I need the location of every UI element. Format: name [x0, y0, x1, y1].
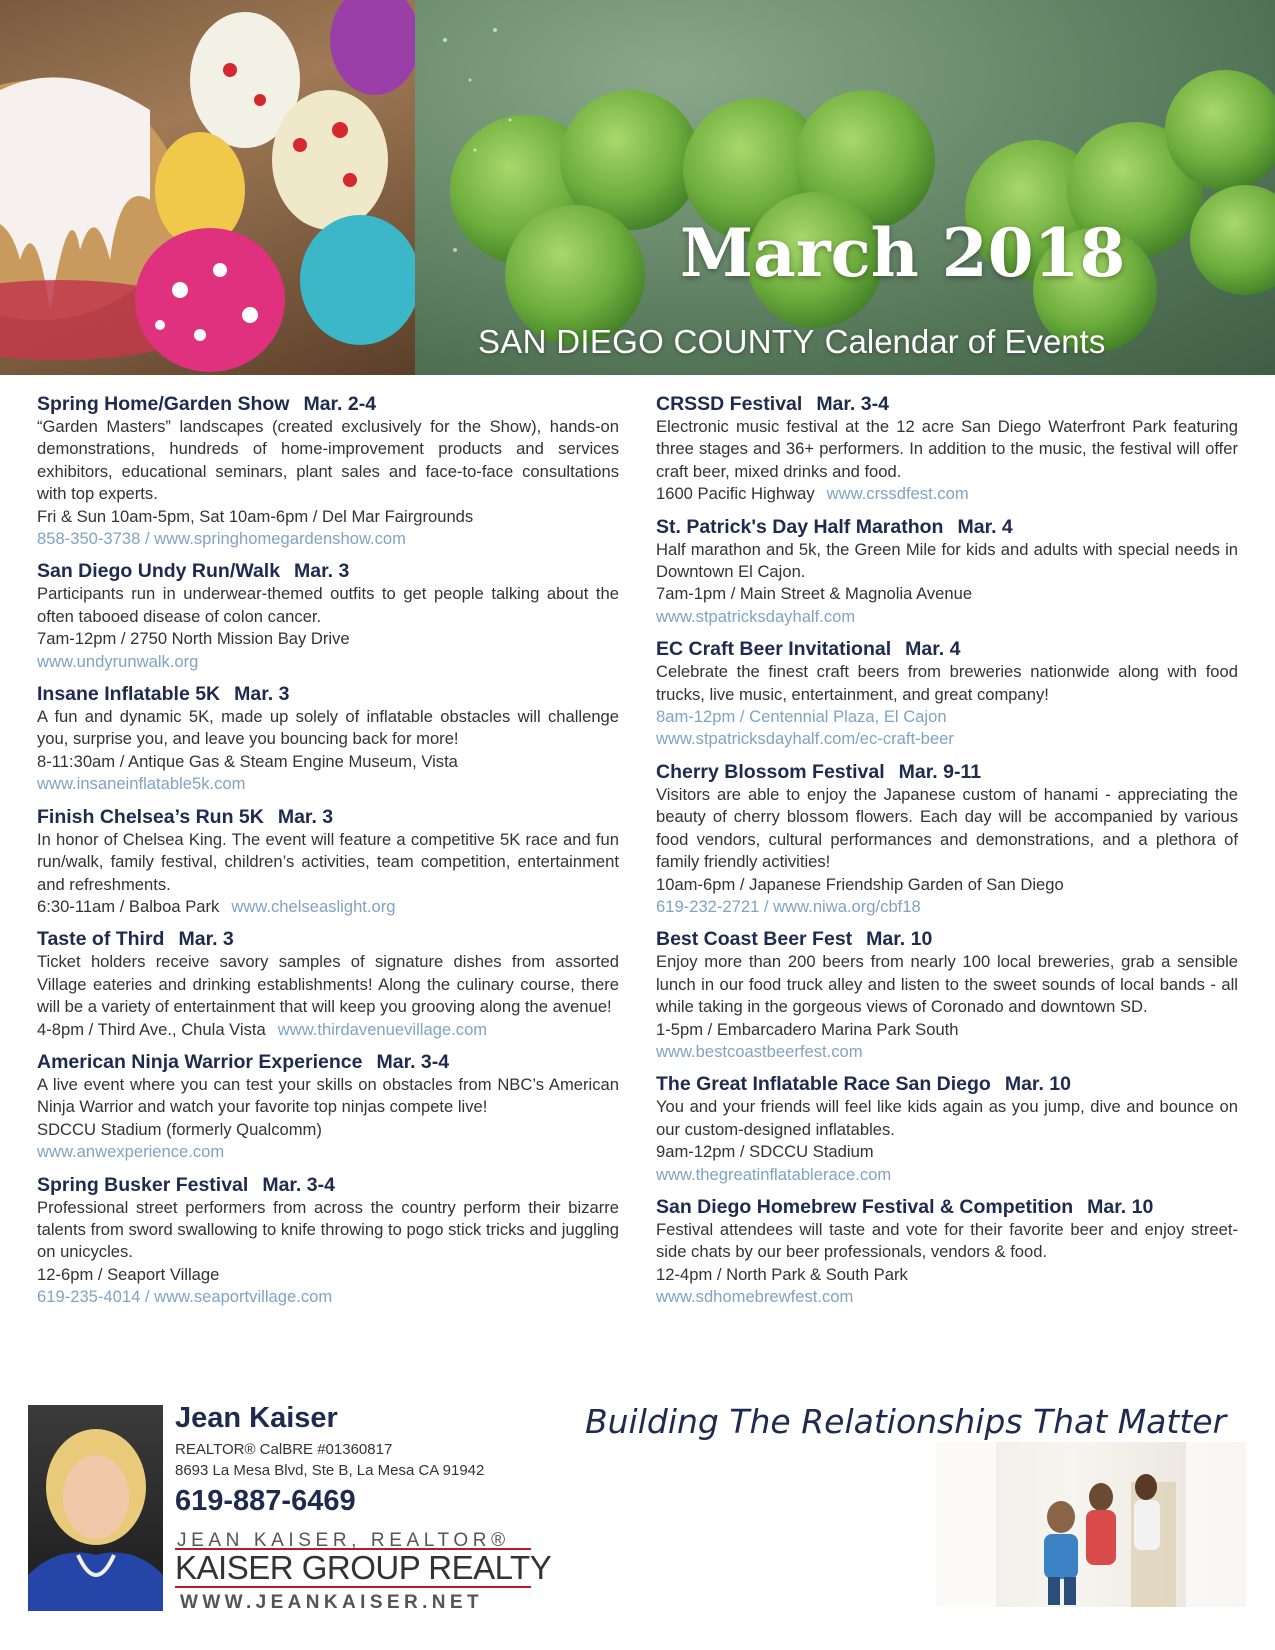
- event-date: Mar. 3: [178, 928, 234, 951]
- shamrock-illustration: [415, 0, 1275, 375]
- event-description: Participants run in underwear-themed outfits to get people talking about the often tabooed disease of colon cancer.: [37, 584, 619, 626]
- event-date: Mar. 9-11: [898, 760, 982, 783]
- event-link[interactable]: www.bestcoastbeerfest.com: [656, 1041, 863, 1061]
- event-link[interactable]: www.thegreatinflatablerace.com: [656, 1164, 892, 1184]
- event-time-location: 7am-12pm / 2750 North Mission Bay Drive: [37, 629, 350, 649]
- event-great-inflatable-race: [656, 1072, 1238, 1186]
- event-title: San Diego Homebrew Festival & Competition Mar. 10: [656, 1195, 1154, 1218]
- event-crssd-festival: [656, 392, 1238, 506]
- event-title: American Ninja Warrior Experience Mar. 3-4: [37, 1050, 450, 1073]
- event-time-location: Fri & Sun 10am-5pm, Sat 10am-6pm / Del Mar Fairgrounds: [37, 506, 474, 526]
- event-link[interactable]: www.crssdfest.com: [826, 484, 969, 504]
- event-link[interactable]: www.sdhomebrewfest.com: [656, 1287, 854, 1307]
- events-left-column: [37, 392, 619, 1318]
- event-title: Taste of Third Mar. 3: [37, 928, 234, 951]
- event-link[interactable]: 858-350-3738 / www.springhomegardenshow.com: [37, 529, 406, 549]
- event-best-coast-beer-fest: [656, 927, 1238, 1063]
- agent-portrait: [28, 1405, 163, 1611]
- event-finish-chelseas-run: [37, 805, 619, 919]
- event-description: Half marathon and 5k, the Green Mile for kids and adults with special needs in Downtown El Cajon.: [656, 539, 1238, 582]
- event-title: Cherry Blossom Festival Mar. 9-11: [656, 760, 982, 783]
- event-link[interactable]: 619-235-4014 / www.seaportvillage.com: [37, 1287, 333, 1307]
- event-date: Mar. 10: [1004, 1073, 1071, 1096]
- event-date: Mar. 10: [866, 928, 933, 951]
- event-date: Mar. 10: [1087, 1195, 1154, 1218]
- family-photo: [936, 1442, 1246, 1607]
- event-link[interactable]: www.anwexperience.com: [37, 1142, 225, 1162]
- event-description: Ticket holders receive savory samples of signature dishes from assorted Village eateries and drinking establishments! Along the culinary course, there will be a variety of entertainment that will keep you grooving along the avenue!: [37, 952, 619, 1017]
- event-description: A live event where you can test your skills on obstacles from NBC’s American Ninja Warrior and watch your favorite top ninjas compete live!: [37, 1074, 619, 1117]
- purple-egg: [330, 0, 415, 95]
- event-time-location: 7am-1pm / Main Street & Magnolia Avenue: [656, 584, 973, 604]
- agent-license: REALTOR® CalBRE #01360817: [175, 1441, 393, 1458]
- event-link[interactable]: www.stpatricksdayhalf.com/ec-craft-beer: [656, 729, 954, 749]
- event-st-patricks-half-marathon: [656, 515, 1238, 629]
- event-title: EC Craft Beer Invitational Mar. 4: [656, 638, 961, 661]
- easter-eggs-image: [0, 0, 415, 375]
- event-homebrew-festival: [656, 1195, 1238, 1309]
- event-title: Insane Inflatable 5K Mar. 3: [37, 683, 290, 706]
- event-date: Mar. 2-4: [303, 393, 377, 415]
- event-insane-inflatable-5k: [37, 682, 619, 796]
- event-description: Festival attendees will taste and vote for their favorite beer and enjoy street-side chats by our beer professionals, vendors & food.: [656, 1219, 1238, 1262]
- event-link[interactable]: www.insaneinflatable5k.com: [37, 774, 246, 794]
- event-ec-craft-beer: [656, 637, 1238, 751]
- event-time-location: 9am-12pm / SDCCU Stadium: [656, 1142, 874, 1162]
- event-cherry-blossom-festival: [656, 760, 1238, 918]
- event-date: Mar. 4: [905, 638, 961, 661]
- event-time-location: SDCCU Stadium (formerly Qualcomm): [37, 1119, 322, 1139]
- event-link[interactable]: www.stpatricksdayhalf.com: [656, 606, 856, 626]
- event-date: Mar. 3: [294, 560, 350, 583]
- agent-address: 8693 La Mesa Blvd, Ste B, La Mesa CA 91942: [175, 1462, 485, 1479]
- county-label: SAN DIEGO COUNTY: [478, 323, 815, 360]
- event-time-location: 10am-6pm / Japanese Friendship Garden of San Diego: [656, 874, 1064, 894]
- event-description: A fun and dynamic 5K, made up solely of inflatable obstacles will challenge you, surprise you, and leave you bouncing back for more!: [37, 707, 619, 749]
- brand-website[interactable]: WWW.JEANKAISER.NET: [180, 1592, 483, 1613]
- event-title: San Diego Undy Run/Walk Mar. 3: [37, 560, 350, 583]
- event-link[interactable]: www.undyrunwalk.org: [37, 651, 199, 671]
- event-title: Spring Home/Garden Show Mar. 2-4: [37, 393, 377, 415]
- event-time-location: 12-4pm / North Park & South Park: [656, 1264, 908, 1284]
- event-spring-busker-festival: [37, 1173, 619, 1309]
- shamrock-image: [415, 0, 1275, 375]
- event-date: Mar. 3: [277, 805, 334, 828]
- event-undy-run-walk: [37, 559, 619, 673]
- calendar-label: Calendar of Events: [824, 323, 1106, 360]
- agent-photo: [28, 1405, 163, 1611]
- event-description: “Garden Masters” landscapes (created exclusively for the Show), hands-on demonstrations, hundreds of home-improvement products and services exhibitors, educational seminars, plant sales and face-to-face consultations with top experts.: [37, 417, 619, 504]
- event-description: In honor of Chelsea King. The event will feature a competitive 5K race and fun run/walk, family festival, children’s activities, team competition, entertainment and refreshments.: [37, 829, 619, 894]
- brand-company: KAISER GROUP REALTY: [175, 1549, 552, 1586]
- event-title: The Great Inflatable Race San Diego Mar. 10: [656, 1073, 1071, 1096]
- event-time-location: 1600 Pacific Highway www.crssdfest.com: [656, 484, 969, 504]
- event-title: Spring Busker Festival Mar. 3-4: [37, 1173, 335, 1196]
- family-illustration: [936, 1442, 1246, 1607]
- event-description: Enjoy more than 200 beers from nearly 100 local breweries, grab a sensible lunch in our food truck alley and listen to the sweet sounds of local bands - all while taking in the gorgeous views of Coronado and downtown SD.: [656, 952, 1238, 1017]
- event-time-location: 1-5pm / Embarcadero Marina Park South: [656, 1019, 959, 1039]
- tagline: Building The Relationships That Matter: [585, 1402, 1227, 1441]
- event-description: Visitors are able to enjoy the Japanese custom of hanami - appreciating the beauty of cherry blossom flowers. Each day will be accompanied by various food vendors, cultural performances and demonstrations, and a plethora of family friendly activities!: [656, 784, 1238, 872]
- easter-eggs-illustration: [0, 0, 415, 375]
- shamrock-2: [683, 90, 935, 328]
- event-taste-of-third: [37, 927, 619, 1041]
- event-american-ninja-warrior: [37, 1050, 619, 1164]
- event-link[interactable]: 619-232-2721 / www.niwa.org/cbf18: [656, 896, 921, 916]
- event-link[interactable]: www.thirdavenuevillage.com: [277, 1019, 488, 1039]
- event-time-location: 12-6pm / Seaport Village: [37, 1264, 220, 1284]
- event-description: Electronic music festival at the 12 acre San Diego Waterfront Park featuring three stages and 36+ performers. In addition to the music, the festival will offer craft beer, mixed drinks and food.: [656, 417, 1238, 481]
- agent-name: Jean Kaiser: [175, 1402, 338, 1434]
- event-description: Professional street performers from across the country perform their bizarre talents from sword swallowing to knife throwing to pogo stick tricks and juggling on unicycles.: [37, 1197, 619, 1262]
- brand-realtor: JEAN KAISER, REALTOR®: [177, 1530, 510, 1551]
- page-title: March 2018: [680, 214, 1126, 292]
- event-description: Celebrate the finest craft beers from breweries nationwide along with food trucks, live music, entertainment, and great company!: [656, 662, 1238, 704]
- event-date: Mar. 3-4: [376, 1050, 450, 1073]
- header-banner: [0, 0, 1275, 375]
- events-right-column: [656, 392, 1238, 1318]
- event-time-location: 8-11:30am / Antique Gas & Steam Engine Museum, Vista: [37, 751, 458, 771]
- agent-phone[interactable]: 619-887-6469: [175, 1485, 356, 1517]
- event-title: Finish Chelsea’s Run 5K Mar. 3: [37, 805, 334, 828]
- event-time-location: 4-8pm / Third Ave., Chula Vista www.thirdavenuevillage.com: [37, 1019, 488, 1039]
- event-date: Mar. 3-4: [262, 1173, 335, 1196]
- event-date: Mar. 4: [957, 515, 1013, 538]
- event-title: CRSSD Festival Mar. 3-4: [656, 393, 889, 415]
- event-date: Mar. 3-4: [816, 393, 889, 415]
- event-description: You and your friends will feel like kids again as you jump, dive and bounce on our custom-designed inflatables.: [656, 1097, 1238, 1139]
- event-time-location: 6:30-11am / Balboa Park www.chelseaslight.org: [37, 896, 396, 916]
- page-subtitle: [478, 323, 1105, 361]
- event-title: Best Coast Beer Fest Mar. 10: [656, 928, 933, 951]
- event-date: Mar. 3: [234, 683, 290, 706]
- event-time-location: 8am-12pm / Centennial Plaza, El Cajon: [656, 707, 947, 727]
- event-title: St. Patrick's Day Half Marathon Mar. 4: [656, 515, 1013, 538]
- event-link[interactable]: www.chelseaslight.org: [231, 896, 396, 916]
- event-spring-home-garden-show: [37, 392, 619, 550]
- cream-egg: [272, 90, 388, 230]
